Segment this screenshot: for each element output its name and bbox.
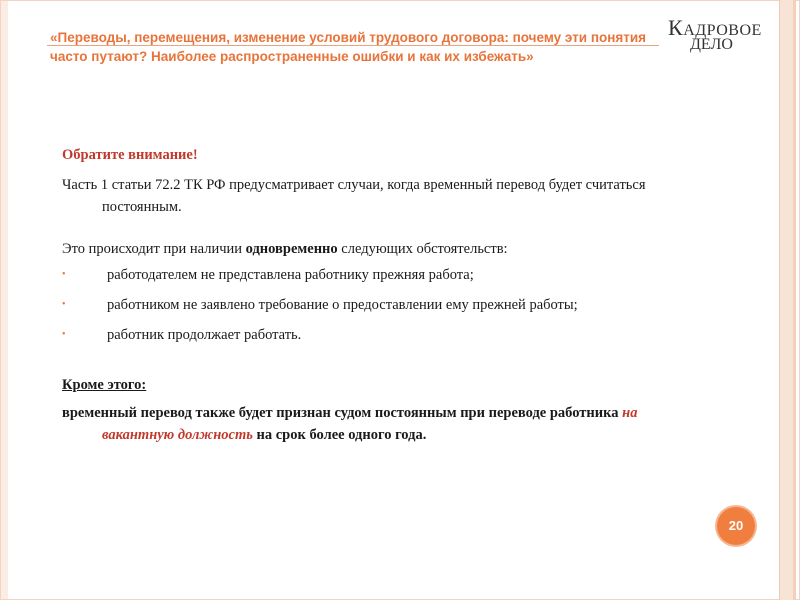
bullet-icon: •	[62, 269, 66, 280]
right-decor-strip	[779, 0, 796, 600]
spacer	[62, 354, 712, 374]
list-item-text: работником не заявлено требование о предоставлении ему прежней работы;	[107, 297, 578, 313]
final-text-end: на срок более одного года.	[252, 427, 427, 443]
final-text-start: временный перевод также будет признан судом постоянным при переводе работника	[62, 405, 623, 421]
logo-line-1-rest: АДРОВОЕ	[683, 22, 762, 39]
list-item	[62, 324, 712, 346]
title-underline	[47, 45, 659, 46]
paragraph-circumstances-start: Это происходит при наличии	[62, 241, 246, 257]
bullet-icon: •	[62, 299, 66, 310]
logo-line-2: ДЕЛО	[690, 36, 733, 53]
spacer	[62, 218, 712, 238]
highlight-vacant-position: на вакантную должность	[102, 405, 638, 443]
paragraph-vacant-position	[62, 402, 712, 446]
paragraph-article: Часть 1 статьи 72.2 ТК РФ предусматривает случаи, когда временный перевод будет считаться постоянным.	[62, 177, 646, 215]
list-item	[62, 264, 712, 286]
attention-heading: Обратите внимание!	[62, 147, 198, 163]
emphasis-simultaneously: одновременно	[245, 241, 338, 257]
page-number-badge: 20	[717, 507, 755, 545]
slide-content	[62, 147, 712, 446]
list-item	[62, 294, 712, 316]
slide-title: «Переводы, перемещения, изменение условий трудового договора: почему эти понятия часто путают? Наиболее распространенные ошибки и как их избежать»	[50, 30, 647, 64]
logo-cap-letter: К	[668, 15, 684, 40]
list-item-text: работодателем не представлена работнику прежняя работа;	[107, 267, 474, 283]
more-heading: Кроме этого:	[62, 377, 147, 393]
right-decor-strip-edge	[793, 0, 796, 600]
paragraph-circumstances	[62, 238, 712, 260]
paragraph-circumstances-end: следующих обстоятельств:	[337, 241, 508, 257]
list-item-text: работник продолжает работать.	[107, 327, 302, 343]
kadrovoe-delo-logo	[668, 15, 762, 53]
bullet-icon: •	[62, 329, 66, 340]
circumstances-list	[62, 264, 712, 346]
